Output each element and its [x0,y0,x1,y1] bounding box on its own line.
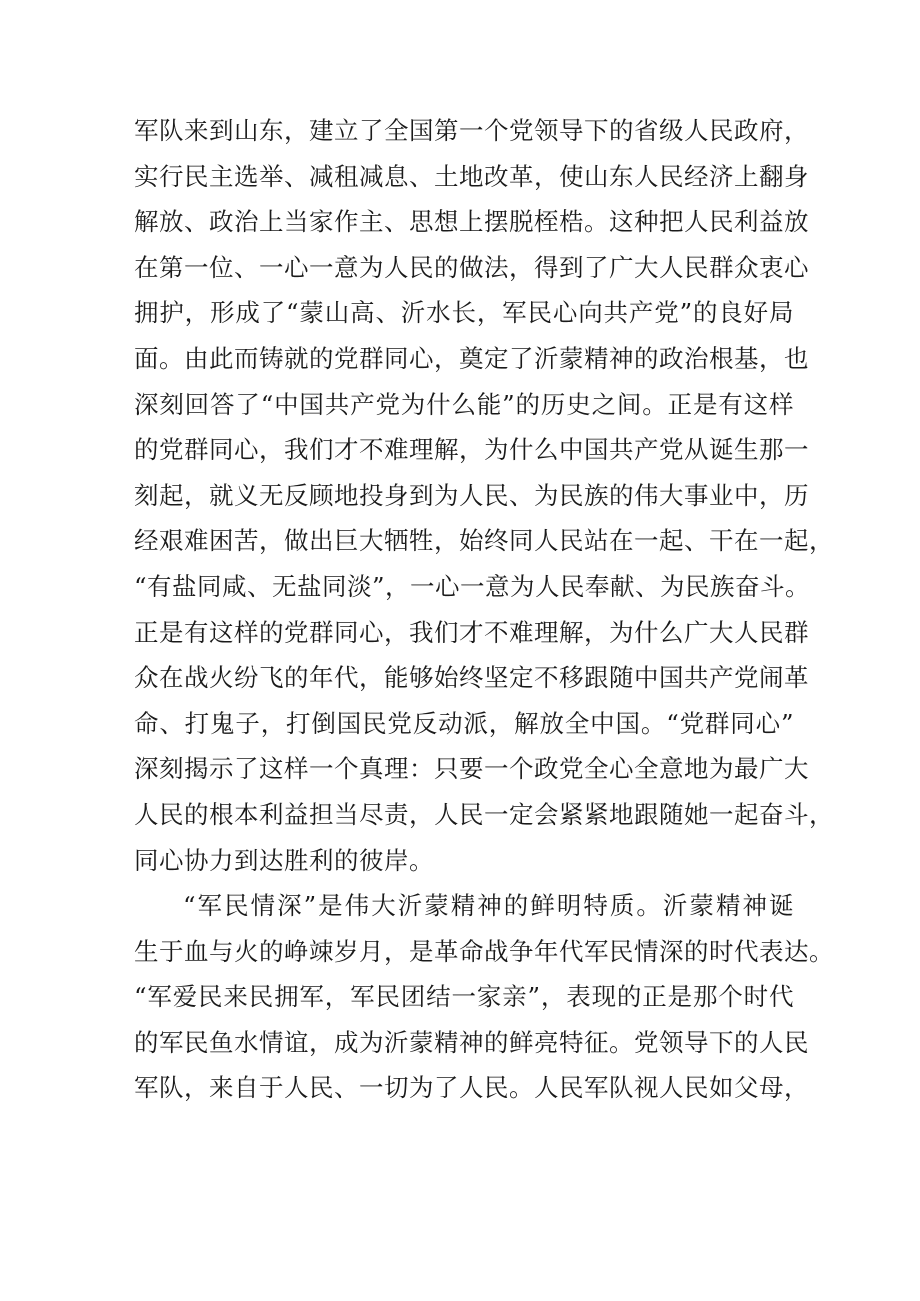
text-line: 在第一位、一心一意为人民的做法，得到了广大人民群众衷心 [134,252,809,282]
paragraph-2 [134,883,834,1111]
text-line: 同心协力到达胜利的彼岸。 [134,845,434,875]
text-line: “军爱民来民拥军，军民团结一家亲”，表现的正是那个时代 [134,982,794,1012]
text-line: 军队，来自于人民、一切为了人民。人民军队视人民如父母， [134,1073,809,1103]
body-text [134,108,834,1111]
text-line: 深刻揭示了这样一个真理：只要一个政党全心全意地为最广大 [134,754,809,784]
text-line: 经艰难困苦，做出巨大牺牲，始终同人民站在一起、干在一起， [134,526,834,556]
paragraph-1 [134,108,834,883]
text-line: 面。由此而铸就的党群同心，奠定了沂蒙精神的政治根基，也 [134,343,809,373]
text-line: 解放、政治上当家作主、思想上摆脱桎梏。这种把人民利益放 [134,207,809,237]
text-line: 正是有这样的党群同心，我们才不难理解，为什么广大人民群 [134,617,809,647]
text-line: 生于血与火的峥竦岁月，是革命战争年代军民情深的时代表达。 [134,936,834,966]
text-line: 实行民主选举、减租减息、土地改革，使山东人民经济上翻身 [134,161,809,191]
text-line: 深刻回答了“中国共产党为什么能”的历史之间。正是有这样 [134,389,794,419]
text-line: 人民的根本利益担当尽责，人民一定会紧紧地跟随她一起奋斗， [134,799,834,829]
text-line: 军队来到山东，建立了全国第一个党领导下的省级人民政府， [134,116,809,145]
text-line: 的党群同心，我们才不难理解，为什么中国共产党从诞生那一 [134,435,809,465]
text-line: 命、打鬼子，打倒国民党反动派，解放全中国。“党群同心” [134,708,794,738]
text-line: 的军民鱼水情谊，成为沂蒙精神的鲜亮特征。党领导下的人民 [134,1027,809,1057]
text-line: “军民情深”是伟大沂蒙精神的鲜明特质。沂蒙精神诞 [183,891,794,921]
text-line: 拥护，形成了“蒙山高、沂水长，军民心向共产党”的良好局 [134,298,794,328]
text-line: 众在战火纷飞的年代，能够始终坚定不移跟随中国共产党闹革 [134,663,809,693]
text-line: “有盐同咸、无盐同淡”，一心一意为人民奉献、为民族奋斗。 [134,571,811,601]
text-line: 刻起，就义无反顾地投身到为人民、为民族的伟大事业中，历 [134,480,809,510]
